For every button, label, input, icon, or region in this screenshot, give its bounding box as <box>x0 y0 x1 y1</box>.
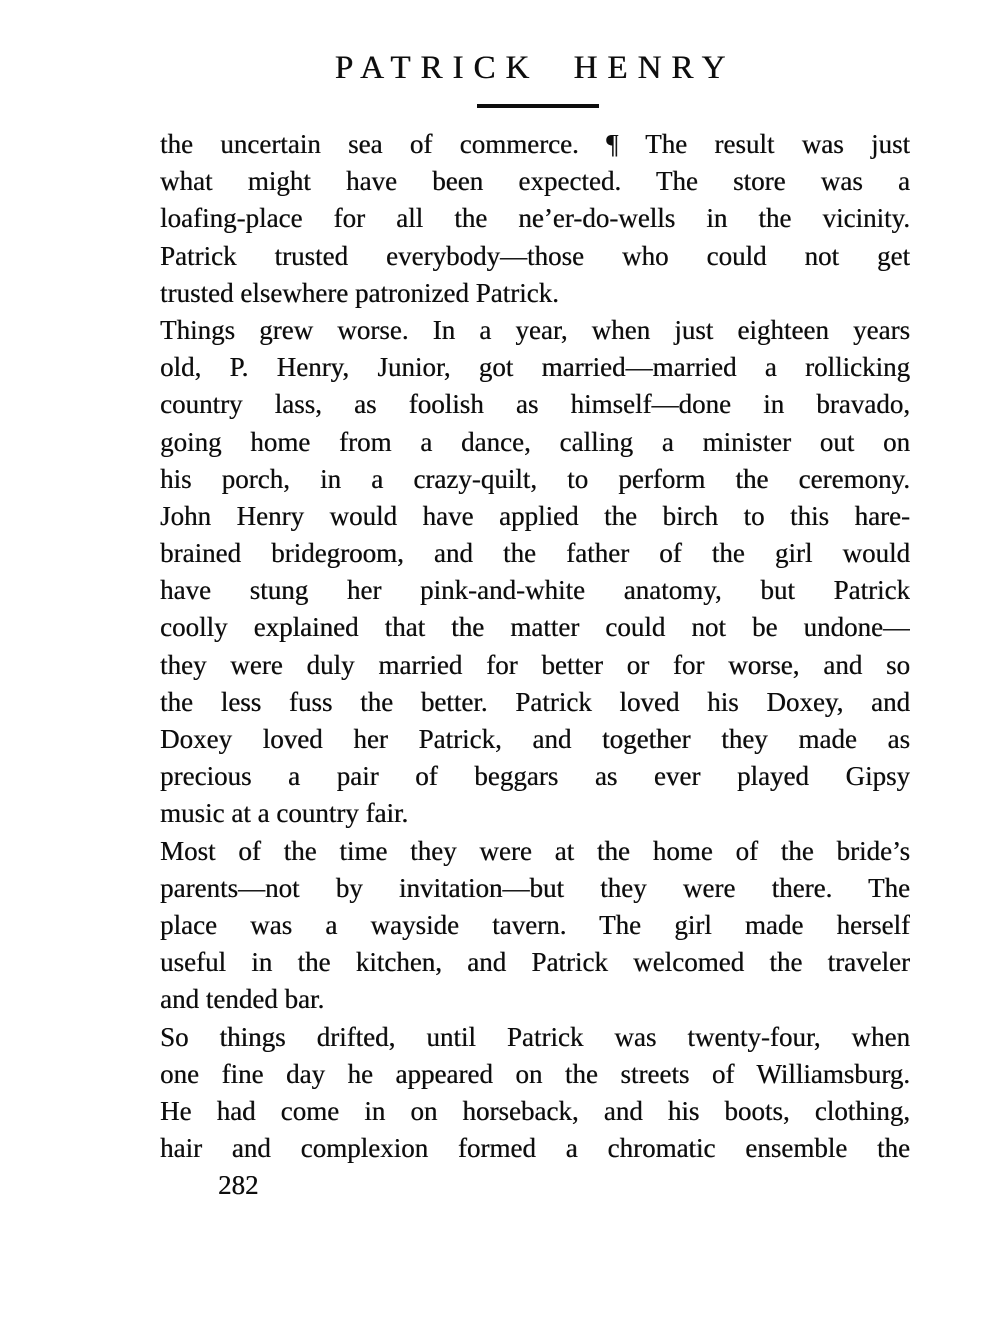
text-line: have stung her pink-and-white anatomy, but Patrick <box>160 575 910 606</box>
text-line: loafing-place for all the ne’er-do-wells in the vicinity. <box>160 203 910 234</box>
text-line: his porch, in a crazy-quilt, to perform the ceremony. <box>160 463 910 494</box>
text-column <box>160 0 910 1204</box>
text-line: hair and complexion formed a chromatic ensemble the <box>160 1133 910 1164</box>
text-line: So things drifted, until Patrick was twenty-four, when <box>160 1021 910 1052</box>
text-line: what might have been expected. The store was a <box>160 166 910 197</box>
page-number: 282 <box>218 1170 259 1201</box>
text-line: parents—not by invitation—but they were there. The <box>160 872 910 903</box>
text-block <box>160 126 910 1204</box>
text-line: brained bridegroom, and the father of the girl would <box>160 538 910 569</box>
text-line: country lass, as foolish as himself—done in bravado, <box>160 389 910 420</box>
text-line: He had come in on horseback, and his boots, clothing, <box>160 1095 910 1126</box>
page-title: PATRICK HENRY <box>334 50 736 86</box>
text-line: the uncertain sea of commerce. ¶ The result was just <box>160 129 910 159</box>
text-line: place was a wayside tavern. The girl made herself <box>160 909 910 940</box>
text-line: Things grew worse. In a year, when just eighteen years <box>160 314 910 345</box>
text-line: trusted elsewhere patronized Patrick. <box>160 277 559 308</box>
text-line: John Henry would have applied the birch to this hare- <box>160 500 910 531</box>
text-line: precious a pair of beggars as ever played Gipsy <box>160 761 910 792</box>
text-line: and tended bar. <box>160 984 325 1015</box>
text-line: Most of the time they were at the home of the bride’s <box>160 835 910 866</box>
text-line: one fine day he appeared on the streets of Williamsburg. <box>160 1058 910 1089</box>
text-line: they were duly married for better or for worse, and so <box>160 649 910 680</box>
text-line: the less fuss the better. Patrick loved his Doxey, and <box>160 686 910 717</box>
title-divider <box>477 104 599 108</box>
text-line: coolly explained that the matter could not be undone— <box>160 612 910 643</box>
text-line: Doxey loved her Patrick, and together they made as <box>160 724 910 754</box>
text-line: going home from a dance, calling a minister out on <box>160 426 910 457</box>
text-line: Patrick trusted everybody—those who could not get <box>160 240 910 271</box>
text-line: old, P. Henry, Junior, got married—married a rollicking <box>160 352 910 383</box>
text-line: music at a country fair. <box>160 798 409 829</box>
text-line: useful in the kitchen, and Patrick welcomed the traveler <box>160 947 910 978</box>
